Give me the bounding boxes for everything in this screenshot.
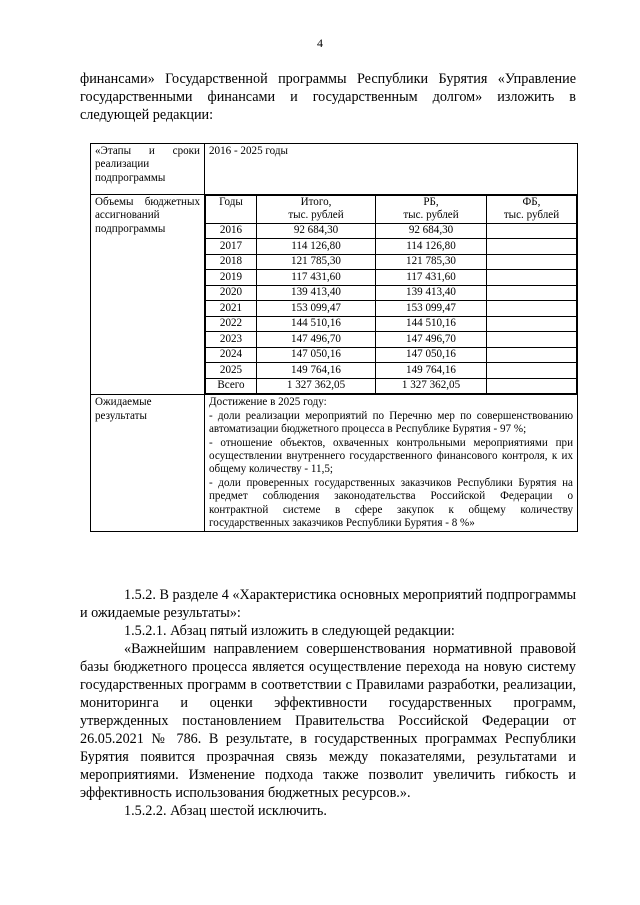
funding-cell-year: 2024	[206, 347, 257, 363]
funding-cell-total: 147 496,70	[257, 332, 376, 348]
funding-row-8	[206, 347, 577, 363]
funding-row-9	[206, 363, 577, 379]
funding-cell-fb	[487, 270, 577, 286]
funding-row-1	[206, 239, 577, 255]
funding-row-2	[206, 254, 577, 270]
funding-cell-year: 2018	[206, 254, 257, 270]
funding-cell-fb	[487, 363, 577, 379]
funding-cell-total: 114 126,80	[257, 239, 376, 255]
funding-cell-total: 1 327 362,05	[257, 378, 376, 394]
results-item: - доли реализации мероприятий по Перечню мер по совершенствованию автоматизации бюджетного процесса в Республике Бурятия - 97 %;	[209, 409, 573, 436]
funding-cell-fb	[487, 378, 577, 394]
funding-cell-rb: 1 327 362,05	[376, 378, 487, 394]
header-year: Годы	[206, 196, 257, 224]
results-item: - отношение объектов, охваченных контрольными мероприятиями при осуществлении внутреннего государственного финансового контроля, к их общему количеству - 11,5;	[209, 436, 573, 476]
funding-cell-rb: 114 126,80	[376, 239, 487, 255]
funding-cell-rb: 149 764,16	[376, 363, 487, 379]
stages-label: «Этапы и сроки реализации подпрограммы	[91, 144, 205, 195]
funding-cell-rb: 121 785,30	[376, 254, 487, 270]
funding-cell-total: 121 785,30	[257, 254, 376, 270]
funding-cell-fb	[487, 316, 577, 332]
funding-cell-rb: 153 099,47	[376, 301, 487, 317]
funding-cell-rb: 139 413,40	[376, 285, 487, 301]
header-total: Итого, тыс. рублей	[257, 196, 376, 224]
funding-cell-year: 2025	[206, 363, 257, 379]
header-rb: РБ, тыс. рублей	[376, 196, 487, 224]
funding-row-0	[206, 223, 577, 239]
funding-cell-year: 2021	[206, 301, 257, 317]
funding-row-4	[206, 285, 577, 301]
funding-cell-fb	[487, 285, 577, 301]
funding-cell-year: Всего	[206, 378, 257, 394]
paragraph: 1.5.2.1. Абзац пятый изложить в следующей редакции:	[124, 623, 455, 639]
funding-cell-fb	[487, 347, 577, 363]
results-heading: Достижение в 2025 году:	[209, 396, 327, 409]
intro-paragraph: финансами» Государственной программы Республики Бурятия «Управление государственными финансами и государственным долгом» изложить в следующей редакции:	[80, 71, 576, 123]
funding-cell-year: 2020	[206, 285, 257, 301]
funding-cell-rb: 144 510,16	[376, 316, 487, 332]
funding-cell-rb: 92 684,30	[376, 223, 487, 239]
funding-row-10	[206, 378, 577, 394]
funding-cell-total: 147 050,16	[257, 347, 376, 363]
funding-header-row	[206, 196, 577, 224]
results-label: Ожидаемые результаты	[91, 395, 205, 532]
paragraph: «Важнейшим направлением совершенствования нормативной правовой базы бюджетного процесса является осуществление перехода на новую систему государственных программ в соответствии с Правилами разработки, реализации, мониторинга и оценки эффективности государственных программ, утвержденных постановлением Правительства Российской Федерации от 26.05.2021 № 786. В результате, в государственных программах Республики Бурятия появится прозрачная связь между показателями, результатами и мероприятиями. Изменение подхода также позволит увеличить гибкость и эффективность использования бюджетных ресурсов.».	[80, 641, 576, 801]
funding-label: Объемы бюджетных ассигнований подпрограммы	[91, 195, 205, 395]
funding-cell-year: 2022	[206, 316, 257, 332]
paragraph: 1.5.2.2. Абзац шестой исключить.	[124, 803, 327, 819]
funding-row	[91, 195, 578, 395]
funding-cell-total: 117 431,60	[257, 270, 376, 286]
funding-cell-fb	[487, 301, 577, 317]
funding-row-6	[206, 316, 577, 332]
funding-cell-fb	[487, 239, 577, 255]
passport-table	[90, 143, 578, 532]
header-fb: ФБ, тыс. рублей	[487, 196, 577, 224]
funding-cell-total: 139 413,40	[257, 285, 376, 301]
funding-cell-fb	[487, 332, 577, 348]
funding-cell-fb	[487, 254, 577, 270]
funding-row-3	[206, 270, 577, 286]
funding-row-7	[206, 332, 577, 348]
funding-cell-total: 92 684,30	[257, 223, 376, 239]
results-item: - доли проверенных государственных заказчиков Республики Бурятия на предмет соблюдения законодательства Российской Федерации о контрактной системе в сфере закупок к общему количеству государственных заказчиков Республики Бурятия - 8 %»	[209, 476, 573, 529]
funding-cell-year: 2023	[206, 332, 257, 348]
funding-cell-total: 144 510,16	[257, 316, 376, 332]
page-number: 4	[317, 36, 323, 50]
funding-table	[205, 195, 577, 394]
funding-cell-total: 149 764,16	[257, 363, 376, 379]
funding-cell-total: 153 099,47	[257, 301, 376, 317]
funding-cell	[205, 195, 578, 395]
body-text	[80, 586, 576, 820]
funding-cell-fb	[487, 223, 577, 239]
funding-cell-year: 2017	[206, 239, 257, 255]
stages-value: 2016 - 2025 годы	[205, 144, 578, 195]
results-cell	[205, 395, 578, 532]
funding-row-5	[206, 301, 577, 317]
funding-cell-year: 2019	[206, 270, 257, 286]
results-row	[91, 395, 578, 532]
funding-cell-year: 2016	[206, 223, 257, 239]
funding-cell-rb: 117 431,60	[376, 270, 487, 286]
stages-row	[91, 144, 578, 195]
funding-cell-rb: 147 496,70	[376, 332, 487, 348]
paragraph: 1.5.2. В разделе 4 «Характеристика основных мероприятий подпрограммы и ожидаемые результаты»:	[80, 587, 576, 621]
funding-cell-rb: 147 050,16	[376, 347, 487, 363]
